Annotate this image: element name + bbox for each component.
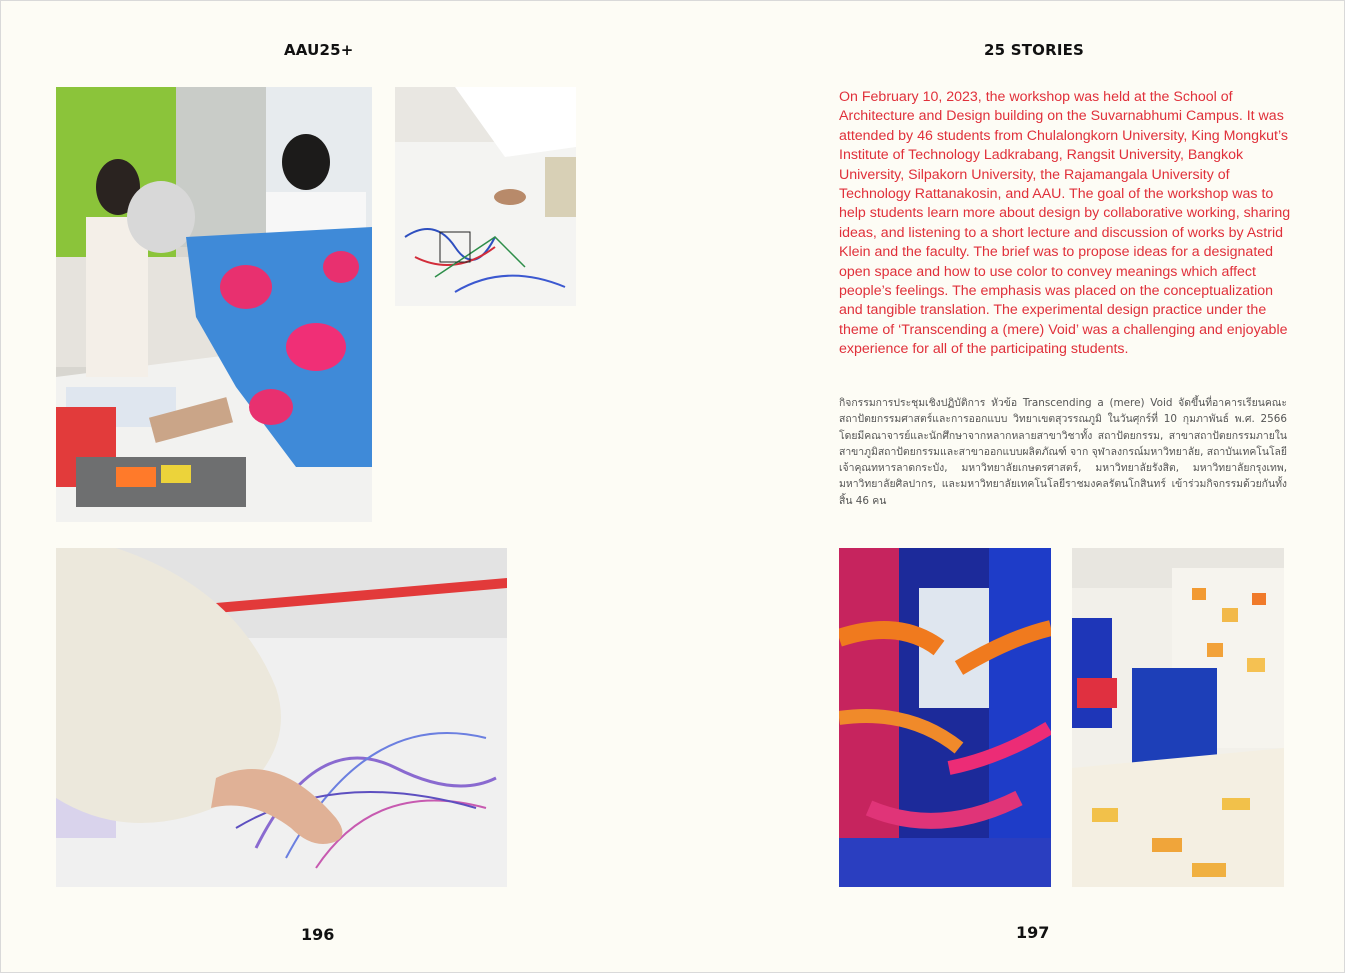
right-running-head: 25 STORIES bbox=[984, 41, 1085, 59]
right-page-number: 197 bbox=[1016, 923, 1050, 942]
photo-workshop-participants bbox=[56, 87, 372, 522]
photo-sketches-on-table bbox=[395, 87, 576, 306]
thai-body-text: กิจกรรมการประชุมเชิงปฏิบัติการ หัวข้อ Transcending a (mere) Void จัดขึ้นที่อาคารเรียนคณะสถาปัตยกรรมศาสตร์และการออกแบบ วิทยาเขตสุวรรณภูมิ ในวันศุกร์ที่ 10 กุมภาพันธ์ พ.ศ. 2566 โดยมีคณาจารย์และนักศึกษาจากหลากหลายสาขาวิชาทั้ง สถาปัตยกรรม, สาขาสถาปัตยกรรมภายใน สาขาภูมิสถาปัตยกรรมและสาขาออกแบบผลิตภัณฑ์ จาก จุฬาลงกรณ์มหาวิทยาลัย, สถาบันเทคโนโลยีเจ้าคุณทหารลาดกระบัง, มหาวิทยาลัยเกษตรศาสตร์, มหาวิทยาลัยรังสิต, มหาวิทยาลัยกรุงเทพ, มหาวิทยาลัยศิลปากร, และมหาวิทยาลัยเทคโนโลยีราชมงคลรัตนโกสินทร์ เข้าร่วมกิจกรรมด้วยกันทั้งสิ้น 46 คน bbox=[839, 397, 1287, 507]
english-body-text: On February 10, 2023, the workshop was held at the School of Architecture and Design building on the Suvarnabhumi Campus. It was attended by 46 students from Chulalongkorn University, King Mongkut’s Institute of Technology Ladkrabang, Rangsit University, Bangkok University, Silpakorn University, the Rajamangala University of Technology Rattanakosin, and AAU. The goal of the workshop was to help students learn more about design by collaborative working, sharing ideas, and listening to a short lecture and discussion of works by Astrid Klein and the faculty. The brief was to propose ideas for a designated open space and how to use color to convey meanings which affect people’s feelings. The emphasis was placed on the conceptualization and tangible translation. The experimental design practice under the theme of ‘Transcending a (mere) Void’ was a challenging and enjoyable experience for all of the participating students. bbox=[839, 89, 1291, 358]
photo-interior-model bbox=[1072, 548, 1284, 887]
photo-hand-drawing bbox=[56, 548, 507, 887]
photo-ribbon-model bbox=[839, 548, 1051, 887]
left-running-head: AAU25+ bbox=[284, 41, 354, 59]
left-page-number: 196 bbox=[301, 925, 335, 944]
